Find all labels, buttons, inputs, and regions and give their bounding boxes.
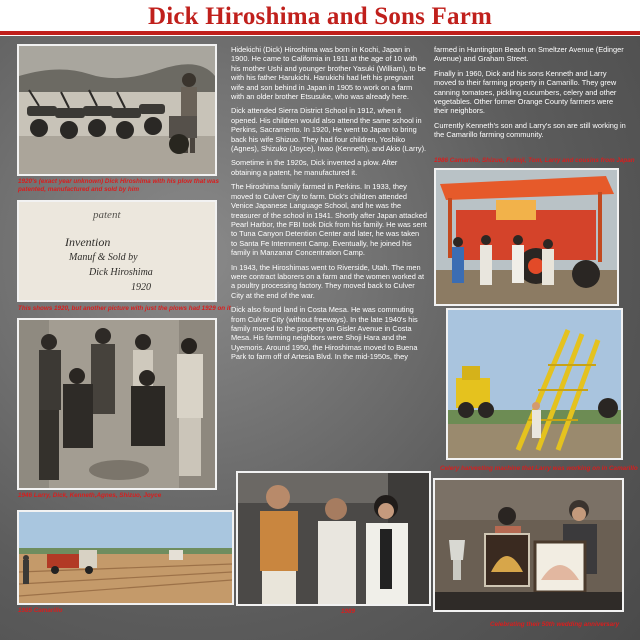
page-title: Dick Hiroshima and Sons Farm — [147, 3, 493, 30]
photo-tractor-1986 — [434, 168, 619, 306]
photo-plow — [17, 44, 217, 176]
caption-tractor-1986: 1986 Camarillo, Shizuo, Fukuji, Tom, Larry and cousins from Japan — [434, 157, 635, 164]
caption-celery: Celery harvesting machine that Larry was working on in Camarillo — [440, 465, 638, 472]
photo-family-1946 — [17, 318, 217, 490]
photo-patent-note — [17, 200, 217, 302]
article-paragraph: Sometime in the 1920s, Dick invented a plow. After obtaining a patent, he manufactured it. — [231, 158, 398, 177]
photo-group-1989 — [236, 471, 431, 606]
patent-line4: Dick Hiroshima — [89, 267, 153, 278]
caption-camarillo-1985: 1985 Camarillo — [18, 607, 63, 614]
photo-anniversary — [433, 478, 624, 612]
patent-line2: Invention — [65, 235, 111, 249]
caption-family-1946: 1946 Larry, Dick, Kenneth,Agnes, Shizuo, Joyce — [18, 492, 162, 499]
article-column-2 — [434, 45, 626, 145]
article-column-1 — [231, 45, 427, 367]
article-paragraph: Currently Kenneth's son and Larry's son are still working in the Camarillo farming community. — [434, 120, 626, 140]
caption-plow: 1920's (exact year unknown) Dick Hiroshima with his plow that was patented, manufactured and sold by him — [18, 178, 219, 193]
photo-celery-harvester — [446, 308, 623, 460]
article-paragraph: The Hiroshima family farmed in Perkins. In 1933, they moved to Culver City to farm. Dick's children attended Venice Japanese Language School, and he was the treasurer of the school in 1941. Shortly after Japan attacked Pearl Harbor, the FBI took Dick from his family. He was sent to Tuna Canyon Detention Center and later, he was taken to Santa Fe Internment Camp. Eventually, he joined his family in Manzanar Concentration Camp. — [231, 182, 427, 258]
article-paragraph: Dick attended Sierra District School in 1912, when it opened. His children would also attend the same school in Perkins, Sacramento. In 1920, He went to Japan to bring back his wife Shizuo. They had four children, Yoshiko (Agnes), Shizuko (Joyce), Iwao (Kenneth), and Akio (Larry). — [231, 106, 427, 154]
article-paragraph: Hidekichi (Dick) Hiroshima was born in Kochi, Japan in 1900. He came to California in 1911 at the age of 10 with his mother Ushi and younger brother Yasuki (William), to be with his father Harukichi. Harukichi had left his pregnant wife and son behind in Japan in 1905 to work on a farm with an older brother Etsusuke, who was already here. — [231, 45, 426, 102]
patent-line1: patent — [93, 209, 121, 221]
photo-camarillo-1985 — [17, 510, 234, 605]
article-paragraph: farmed in Huntington Beach on Smeltzer Avenue (Edinger Avenue) and Graham Street. — [434, 45, 624, 64]
article-paragraph: Finally in 1960, Dick and his sons Kenneth and Larry moved to their farming property in Camarillo. They grew canning tomatoes, pickling cucumbers, celery and other vegetables. Other former Orange County farmers were their neighbors. — [434, 68, 617, 116]
caption-patent: This shows 1920, but another picture with just the plows had 1929 on it — [18, 305, 231, 312]
patent-line5: 1920 — [131, 282, 151, 293]
patent-line3: Manuf & Sold by — [69, 252, 138, 263]
article-paragraph: Dick also found land in Costa Mesa. He was commuting from Culver City (without freeways). In the late 1940's his family moved to the property on Gisler Avenue in Costa Mesa. His farming neighbors were Shoji Hara and the Uyemoris. Around 1950, the Hiroshimas moved to Buena Park to farm off of Artesia Blvd. In the mid-1950s, they — [231, 305, 418, 362]
title-rule — [0, 31, 640, 35]
article-paragraph: In 1943, the Hiroshimas went to Riverside, Utah. The men were contract laborers on a farm and the women worked at a poultry processing factory. They moved back to Culver City at the end of the war. — [231, 262, 425, 300]
caption-1989: 1989 — [341, 608, 356, 615]
caption-anniversary: Celebrating their 50th wedding anniversary — [490, 621, 620, 628]
